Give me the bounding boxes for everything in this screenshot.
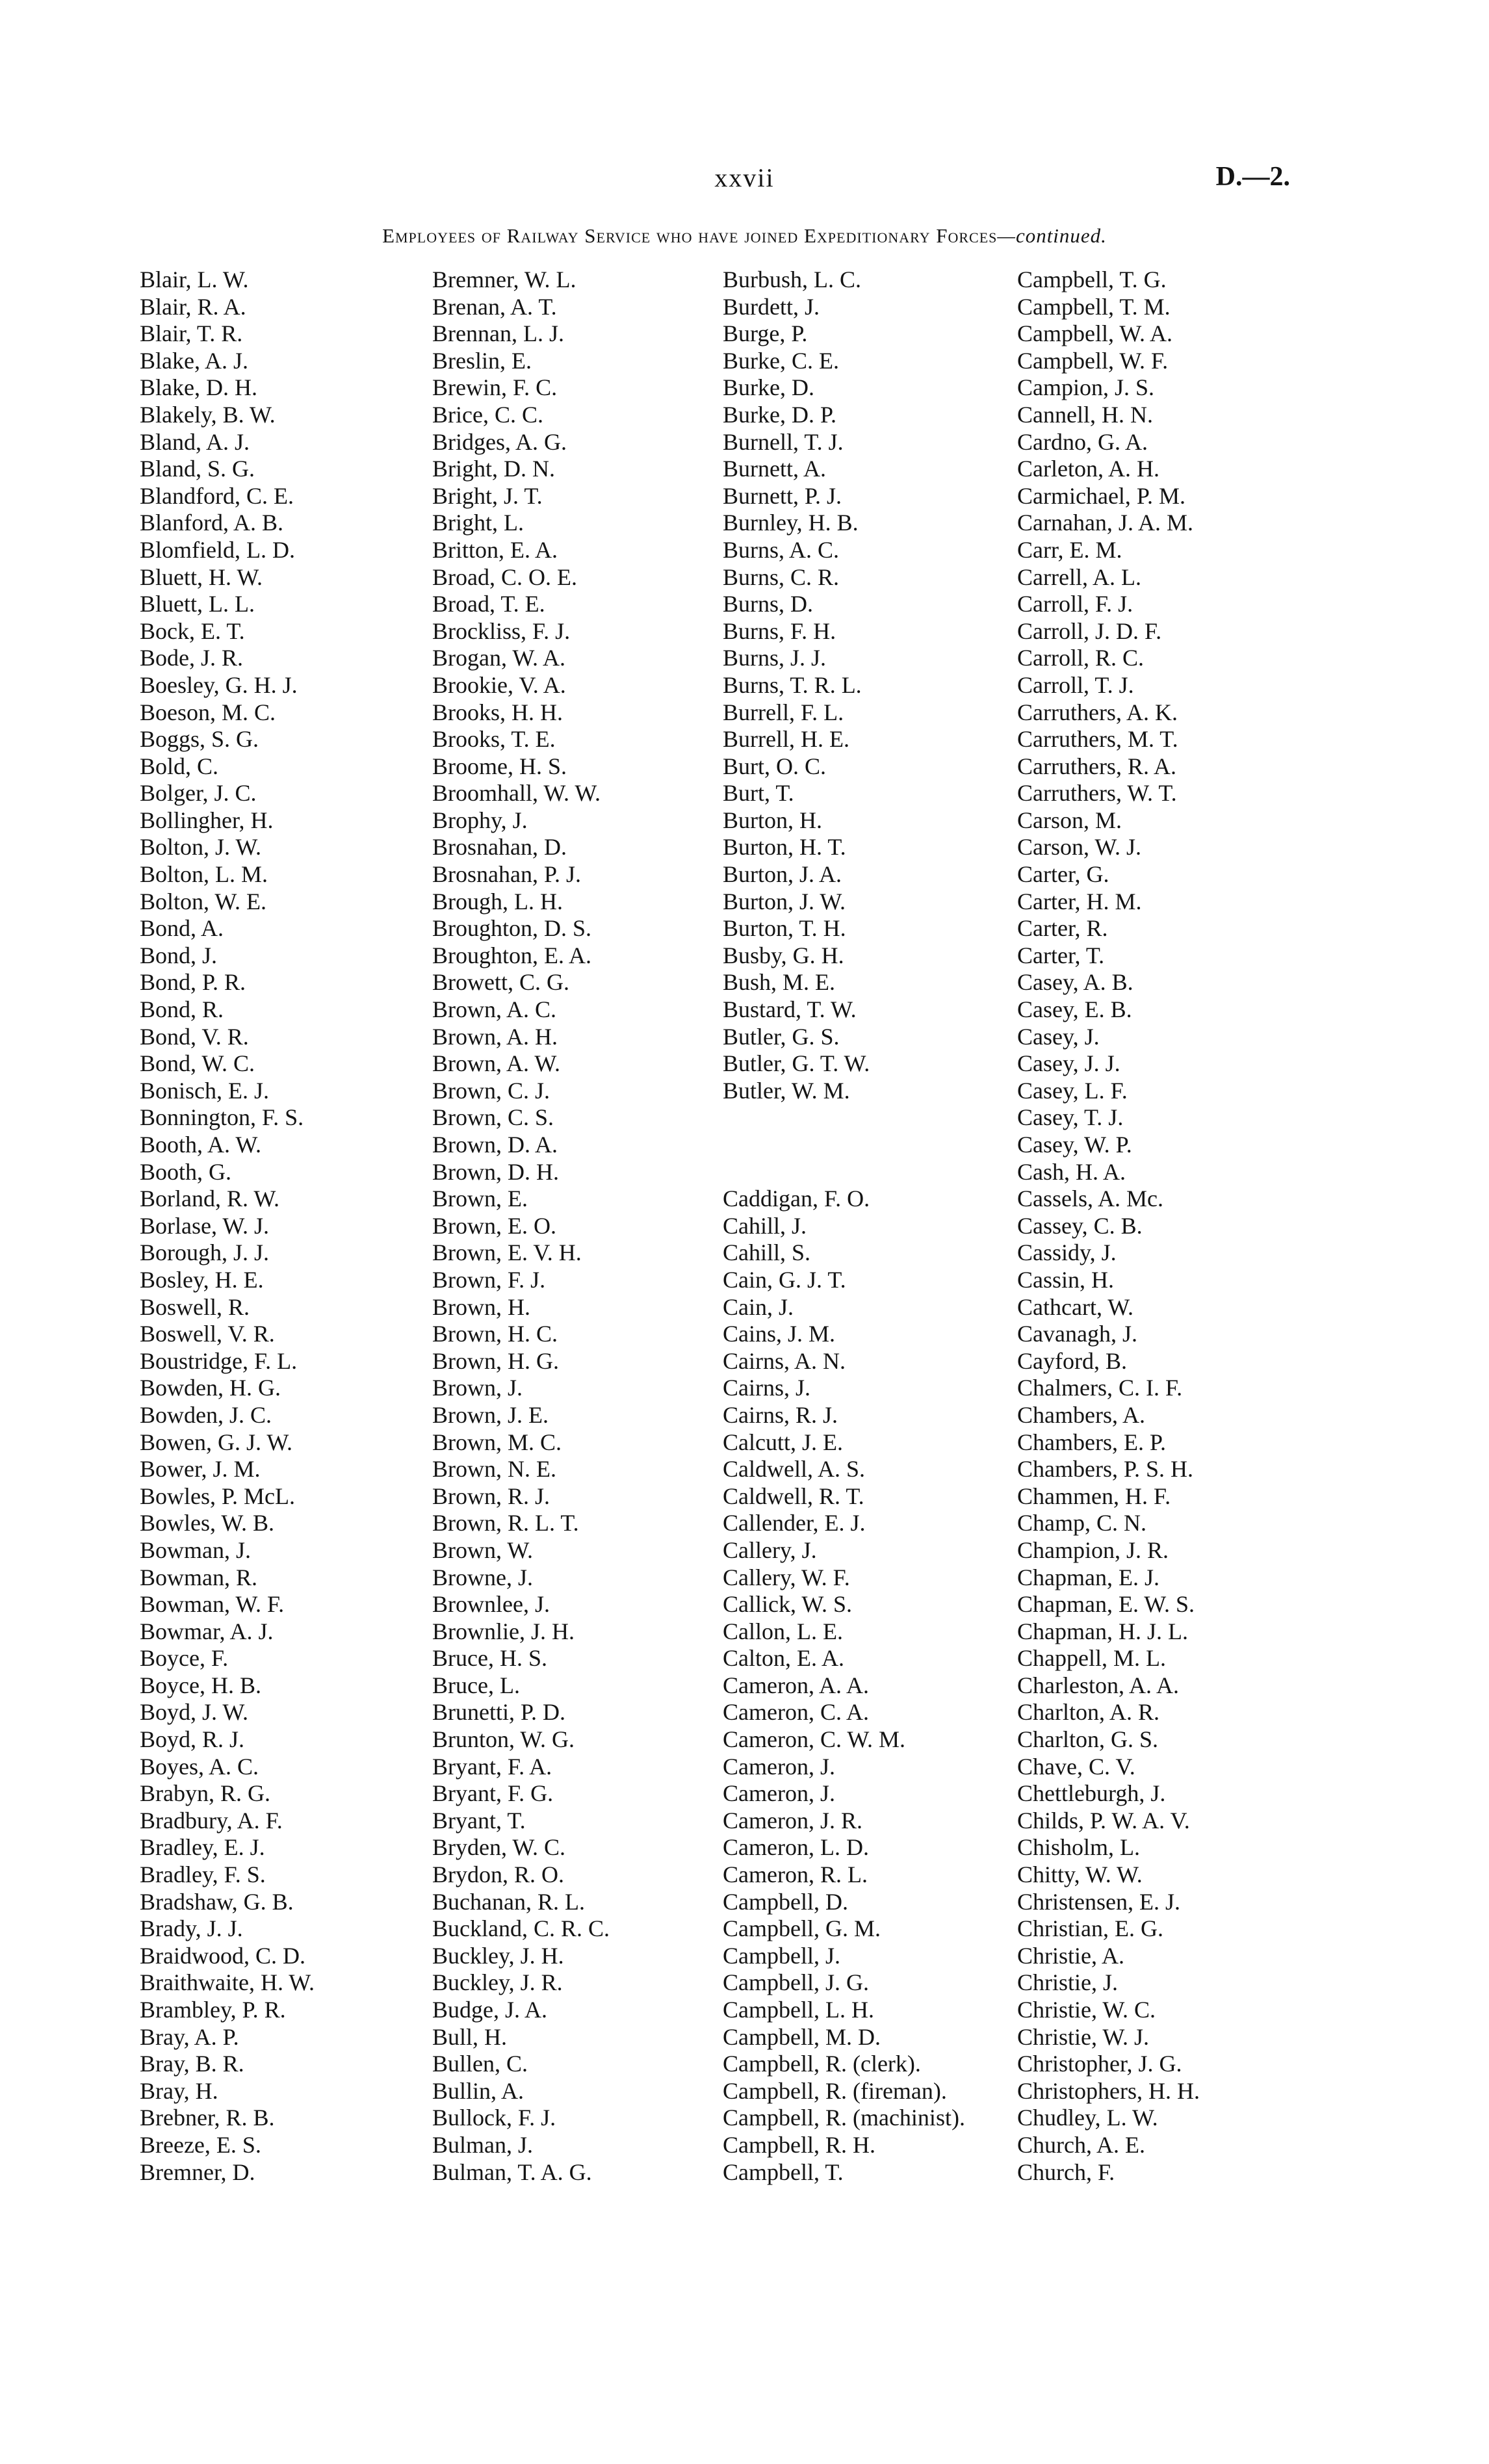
employee-name: Bruce, L. (432, 1672, 520, 1698)
employee-name: Cassidy, J. (1017, 1239, 1117, 1266)
employee-name: Burton, H. (723, 807, 822, 833)
employee-name: Booth, A. W. (140, 1132, 262, 1158)
employee-name: Bustard, T. W. (723, 996, 857, 1023)
employee-name: Carruthers, A. K. (1017, 699, 1178, 725)
employee-name: Buckley, J. R. (432, 1969, 563, 1996)
employee-name: Burke, D. (723, 374, 814, 401)
employee-name: Callick, W. S. (723, 1591, 853, 1618)
employee-name: Carson, W. J. (1017, 834, 1142, 861)
employee-name: Bullin, A. (432, 2077, 524, 2104)
employee-name: Brown, H. (432, 1293, 530, 1320)
employee-name: Christophers, H. H. (1017, 2077, 1200, 2104)
employee-name: Burdett, J. (723, 293, 820, 320)
employee-name: Burns, C. R. (723, 564, 840, 590)
employee-name: Blake, D. H. (140, 374, 257, 401)
employee-name: Brady, J. J. (140, 1915, 243, 1942)
employee-name: Burton, T. H. (723, 915, 846, 942)
employee-name: Borlase, W. J. (140, 1212, 270, 1239)
employee-name: Brooks, H. H. (432, 699, 563, 725)
employee-name: Bray, H. (140, 2077, 218, 2104)
employee-name: Calton, E. A. (723, 1645, 844, 1672)
employee-name: Cairns, A. N. (723, 1347, 846, 1374)
employee-name: Casey, J. J. (1017, 1050, 1120, 1077)
document-reference: D.—2. (1215, 162, 1290, 192)
employee-name: Brown, N. E. (432, 1456, 556, 1483)
employee-name: Burns, F. H. (723, 617, 836, 644)
employee-name: Carroll, J. D. F. (1017, 617, 1162, 644)
employee-name: Christie, W. J. (1017, 2023, 1150, 2050)
employee-name: Bowles, W. B. (140, 1510, 275, 1537)
employee-name: Campbell, W. A. (1017, 320, 1173, 347)
employee-name: Callender, E. J. (723, 1510, 866, 1537)
employee-name: Brookie, V. A. (432, 671, 566, 698)
employee-name: Bluett, H. W. (140, 564, 263, 590)
employee-name: Bolton, J. W. (140, 834, 262, 861)
employee-name: Bosley, H. E. (140, 1266, 264, 1293)
employee-name: Cairns, R. J. (723, 1401, 838, 1428)
employee-name: Burt, O. C. (723, 753, 827, 779)
employee-name: Campbell, T. M. (1017, 293, 1171, 320)
employee-name: Blanford, A. B. (140, 510, 283, 536)
employee-name: Bond, P. R. (140, 969, 246, 996)
employee-name: Brown, H. G. (432, 1347, 559, 1374)
employee-name: Bremner, W. L. (432, 266, 576, 292)
employee-name: Boyce, H. B. (140, 1672, 261, 1698)
employee-name: Campbell, M. D. (723, 2023, 881, 2050)
employee-name: Bridges, A. G. (432, 428, 567, 455)
employee-name: Browett, C. G. (432, 969, 569, 996)
employee-name: Bradley, E. J. (140, 1834, 265, 1861)
employee-name: Bullen, C. (432, 2051, 528, 2077)
employee-name: Campbell, G. M. (723, 1915, 881, 1942)
page-number: xxvii (714, 163, 775, 192)
employee-name: Campion, J. S. (1017, 374, 1155, 401)
employee-name: Bonnington, F. S. (140, 1104, 304, 1131)
employee-name: Brown, A. C. (432, 996, 557, 1023)
employee-name: Bowden, J. C. (140, 1401, 272, 1428)
employee-name: Cain, G. J. T. (723, 1266, 846, 1293)
employee-name: Cameron, J. R. (723, 1807, 862, 1834)
employee-name: Bulman, J. (432, 2131, 534, 2158)
employee-name: Carmichael, P. M. (1017, 482, 1185, 509)
employee-name: Champ, C. N. (1017, 1510, 1147, 1537)
employee-name: Cardno, G. A. (1017, 428, 1148, 455)
employee-name: Carter, H. M. (1017, 888, 1142, 914)
employee-name: Carter, R. (1017, 915, 1108, 942)
employee-name: Burge, P. (723, 320, 808, 347)
employee-name: Bluett, L. L. (140, 591, 255, 617)
employee-name: Carrell, A. L. (1017, 564, 1141, 590)
employee-name: Cameron, C. W. M. (723, 1726, 906, 1753)
employee-name: Bond, R. (140, 996, 224, 1023)
employee-name: Chettleburgh, J. (1017, 1780, 1166, 1807)
employee-name: Blake, A. J. (140, 347, 248, 374)
employee-name: Bowman, J. (140, 1537, 251, 1563)
employee-name: Brenan, A. T. (432, 293, 557, 320)
employee-name: Cameron, C. A. (723, 1699, 869, 1726)
employee-name: Buchanan, R. L. (432, 1888, 585, 1915)
employee-name: Bray, B. R. (140, 2051, 244, 2077)
employee-name: Broad, T. E. (432, 591, 545, 617)
employee-name: Braidwood, C. D. (140, 1942, 305, 1969)
employee-name: Browne, J. (432, 1564, 533, 1590)
employee-name: Callery, W. F. (723, 1564, 850, 1590)
employee-name: Bowles, P. McL. (140, 1483, 296, 1509)
employee-name: Campbell, D. (723, 1888, 848, 1915)
employee-name: Burton, J. A. (723, 861, 842, 888)
employee-name: Christian, E. G. (1017, 1915, 1163, 1942)
employee-name: Bremner, D. (140, 2159, 255, 2185)
employee-name: Broughton, E. A. (432, 942, 592, 968)
employee-name: Brown, J. E. (432, 1401, 549, 1428)
employee-name: Caldwell, R. T. (723, 1483, 864, 1509)
employee-name: Bock, E. T. (140, 617, 245, 644)
employee-name: Bright, L. (432, 510, 524, 536)
employee-name: Boustridge, F. L. (140, 1347, 298, 1374)
employee-name (723, 1132, 965, 1159)
employee-name: Chudley, L. W. (1017, 2105, 1158, 2131)
employee-name: Boswell, V. R. (140, 1321, 275, 1347)
employee-name: Brown, R. J. (432, 1483, 550, 1509)
employee-name: Church, A. E. (1017, 2131, 1145, 2158)
employee-name: Burrell, F. L. (723, 699, 844, 725)
employee-name: Cayford, B. (1017, 1347, 1127, 1374)
employee-name: Brown, W. (432, 1537, 534, 1563)
employee-name: Brown, C. S. (432, 1104, 554, 1131)
employee-name: Bowmar, A. J. (140, 1618, 274, 1644)
employee-name: Boswell, R. (140, 1293, 250, 1320)
employee-name: Champion, J. R. (1017, 1537, 1169, 1563)
employee-name: Bull, H. (432, 2023, 508, 2050)
employee-name: Christie, J. (1017, 1969, 1119, 1996)
employee-name: Brown, E. O. (432, 1212, 556, 1239)
employee-name: Butler, G. T. W. (723, 1050, 870, 1077)
page-title-continued: —continued. (997, 224, 1107, 247)
employee-name: Brownlee, J. (432, 1591, 550, 1618)
employee-name: Campbell, W. F. (1017, 347, 1169, 374)
employee-name: Bryden, W. C. (432, 1834, 566, 1861)
employee-name: Bond, J. (140, 942, 218, 968)
employee-name: Chambers, P. S. H. (1017, 1456, 1194, 1483)
page-title (0, 224, 1489, 248)
employee-name: Bryant, F. G. (432, 1780, 554, 1807)
employee-name: Brown, E. V. H. (432, 1239, 582, 1266)
employee-name: Brophy, J. (432, 807, 528, 833)
employee-name: Burnett, A. (723, 456, 826, 482)
employee-name: Bright, D. N. (432, 456, 555, 482)
employee-name: Cahill, J. (723, 1212, 807, 1239)
employee-name: Brown, A. H. (432, 1023, 558, 1050)
employee-name: Booth, G. (140, 1158, 232, 1185)
employee-name: Bolton, L. M. (140, 861, 268, 888)
employee-name: Bollingher, H. (140, 807, 274, 833)
employee-name: Bolton, W. E. (140, 888, 267, 914)
employee-name: Borland, R. W. (140, 1186, 280, 1212)
employee-name: Bonisch, E. J. (140, 1077, 270, 1104)
employee-name: Bray, A. P. (140, 2023, 239, 2050)
employee-name: Blomfield, L. D. (140, 536, 295, 563)
employee-name: Brewin, F. C. (432, 374, 558, 401)
employee-name: Carnahan, J. A. M. (1017, 510, 1193, 536)
employee-name: Bush, M. E. (723, 969, 836, 996)
employee-name: Boyd, R. J. (140, 1726, 245, 1753)
employee-name: Campbell, T. (723, 2159, 844, 2185)
employee-name: Cassey, C. B. (1017, 1212, 1143, 1239)
employee-name: Boesley, G. H. J. (140, 671, 298, 698)
employee-name: Brown, J. (432, 1375, 523, 1401)
employee-name: Borough, J. J. (140, 1239, 270, 1266)
employee-name: Brabyn, R. G. (140, 1780, 270, 1807)
employee-name: Casey, E. B. (1017, 996, 1132, 1023)
employee-name: Bradshaw, G. B. (140, 1888, 294, 1915)
employee-name: Carroll, T. J. (1017, 671, 1134, 698)
employee-name: Brockliss, F. J. (432, 617, 571, 644)
employee-name: Campbell, R. (machinist). (723, 2105, 965, 2131)
employee-name: Bower, J. M. (140, 1456, 261, 1483)
employee-name: Christensen, E. J. (1017, 1888, 1180, 1915)
employee-name: Broomhall, W. W. (432, 780, 601, 807)
employee-name: Cameron, R. L. (723, 1861, 868, 1888)
employee-name: Broughton, D. S. (432, 915, 592, 942)
employee-name: Burt, T. (723, 780, 794, 807)
employee-name: Blakely, B. W. (140, 401, 276, 428)
employee-name: Brydon, R. O. (432, 1861, 565, 1888)
employee-name (723, 1159, 965, 1186)
employee-name: Caddigan, F. O. (723, 1186, 870, 1212)
employee-name: Brown, R. L. T. (432, 1510, 579, 1537)
employee-name: Burke, C. E. (723, 347, 839, 374)
employee-name: Brough, L. H. (432, 888, 563, 914)
employee-name: Cathcart, W. (1017, 1293, 1133, 1320)
employee-name: Chammen, H. F. (1017, 1483, 1171, 1509)
employee-name: Cairns, J. (723, 1375, 810, 1401)
employee-name: Burrell, H. E. (723, 726, 849, 753)
employee-name: Burbush, L. C. (723, 266, 862, 292)
employee-name: Bradley, F. S. (140, 1861, 266, 1888)
employee-name: Brown, H. C. (432, 1321, 558, 1347)
employee-name: Boeson, M. C. (140, 699, 276, 725)
employee-name: Blandford, C. E. (140, 482, 294, 509)
employee-name: Chapman, H. J. L. (1017, 1618, 1188, 1644)
employee-name: Britton, E. A. (432, 536, 558, 563)
employee-name: Bradbury, A. F. (140, 1807, 283, 1834)
employee-name: Bond, A. (140, 915, 224, 942)
employee-name: Bryant, F. A. (432, 1753, 552, 1780)
employee-name: Church, F. (1017, 2159, 1115, 2185)
employee-name: Brownlie, J. H. (432, 1618, 575, 1644)
employee-name: Campbell, J. (723, 1942, 840, 1969)
employee-name: Boyce, F. (140, 1645, 229, 1672)
employee-name: Carr, E. M. (1017, 536, 1122, 563)
employee-name: Burns, A. C. (723, 536, 840, 563)
employee-name: Casey, A. B. (1017, 969, 1133, 996)
employee-name: Brice, C. C. (432, 401, 543, 428)
employee-name: Burke, D. P. (723, 401, 837, 428)
employee-name: Cash, H. A. (1017, 1158, 1126, 1185)
employee-name: Brosnahan, D. (432, 834, 567, 861)
employee-name: Childs, P. W. A. V. (1017, 1807, 1190, 1834)
employee-name: Bowman, R. (140, 1564, 258, 1590)
employee-name: Bode, J. R. (140, 645, 244, 671)
employee-name: Bulman, T. A. G. (432, 2159, 592, 2185)
employee-name: Callery, J. (723, 1537, 817, 1563)
employee-name: Cain, J. (723, 1293, 794, 1320)
employee-name: Brown, D. H. (432, 1158, 559, 1185)
employee-name: Chambers, E. P. (1017, 1429, 1166, 1455)
employee-name: Carson, M. (1017, 807, 1122, 833)
employee-name: Carruthers, M. T. (1017, 726, 1178, 753)
employee-name: Busby, G. H. (723, 942, 844, 968)
employee-name: Broome, H. S. (432, 753, 567, 779)
employee-name: Caldwell, A. S. (723, 1456, 866, 1483)
employee-name: Chitty, W. W. (1017, 1861, 1143, 1888)
employee-name: Cavanagh, J. (1017, 1321, 1137, 1347)
employee-name: Callon, L. E. (723, 1618, 843, 1644)
employee-name: Buckley, J. H. (432, 1942, 564, 1969)
employee-name: Chappell, M. L. (1017, 1645, 1166, 1672)
employee-name: Charlton, G. S. (1017, 1726, 1159, 1753)
employee-name: Brown, M. C. (432, 1429, 562, 1455)
employee-name: Bryant, T. (432, 1807, 526, 1834)
employee-name: Chambers, A. (1017, 1401, 1145, 1428)
employee-name: Burton, H. T. (723, 834, 846, 861)
employee-name: Buckland, C. R. C. (432, 1915, 610, 1942)
employee-name: Bruce, H. S. (432, 1645, 547, 1672)
employee-name: Bolger, J. C. (140, 780, 257, 807)
employee-name: Chisholm, L. (1017, 1834, 1141, 1861)
employee-name: Chapman, E. W. S. (1017, 1591, 1195, 1618)
employee-name: Campbell, R. H. (723, 2131, 875, 2158)
employee-name: Brunton, W. G. (432, 1726, 575, 1753)
employee-name: Carter, G. (1017, 861, 1109, 888)
employee-name: Christopher, J. G. (1017, 2051, 1182, 2077)
employee-name: Burnell, T. J. (723, 428, 844, 455)
employee-name: Burnett, P. J. (723, 482, 842, 509)
employee-name: Calcutt, J. E. (723, 1429, 843, 1455)
employee-name: Budge, J. A. (432, 1997, 548, 2023)
employee-name: Breslin, E. (432, 347, 532, 374)
employee-name: Brebner, R. B. (140, 2105, 275, 2131)
employee-name: Brogan, W. A. (432, 645, 566, 671)
employee-name: Carroll, R. C. (1017, 645, 1144, 671)
employee-name: Chave, C. V. (1017, 1753, 1135, 1780)
employee-name: Burnley, H. B. (723, 510, 859, 536)
employee-name: Brown, C. J. (432, 1077, 550, 1104)
employee-name: Charlton, A. R. (1017, 1699, 1160, 1726)
employee-name: Brooks, T. E. (432, 726, 556, 753)
employee-name: Campbell, L. H. (723, 1997, 874, 2023)
employee-name: Brown, A. W. (432, 1050, 561, 1077)
employee-name: Campbell, T. G. (1017, 266, 1167, 292)
name-column-1 (140, 266, 315, 2186)
employee-name: Campbell, R. (fireman). (723, 2077, 947, 2104)
employee-name: Brown, F. J. (432, 1266, 546, 1293)
employee-name: Brennan, L. J. (432, 320, 564, 347)
employee-name: Casey, W. P. (1017, 1132, 1132, 1158)
name-column-2 (432, 266, 610, 2186)
employee-name: Blair, T. R. (140, 320, 243, 347)
employee-name: Cannell, H. N. (1017, 401, 1153, 428)
employee-name: Bullock, F. J. (432, 2105, 556, 2131)
employee-name: Cains, J. M. (723, 1321, 836, 1347)
employee-name (723, 1104, 965, 1132)
employee-name: Bowen, G. J. W. (140, 1429, 293, 1455)
employee-name: Bond, W. C. (140, 1050, 255, 1077)
page-title-text: Employees of Railway Service who have joined Expeditionary Forces (382, 224, 998, 247)
employee-name: Boggs, S. G. (140, 726, 259, 753)
employee-name: Cameron, J. (723, 1780, 835, 1807)
employee-name: Cassels, A. Mc. (1017, 1186, 1163, 1212)
employee-name: Bowman, W. F. (140, 1591, 285, 1618)
employee-name: Brown, E. (432, 1186, 528, 1212)
employee-name: Blair, R. A. (140, 293, 246, 320)
employee-name: Campbell, J. G. (723, 1969, 869, 1996)
employee-name: Burns, D. (723, 591, 814, 617)
employee-name: Cameron, A. A. (723, 1672, 869, 1698)
employee-name: Bowden, H. G. (140, 1375, 281, 1401)
employee-name: Carruthers, W. T. (1017, 780, 1177, 807)
employee-name: Casey, J. (1017, 1023, 1100, 1050)
employee-name: Butler, W. M. (723, 1077, 850, 1104)
employee-name: Bland, S. G. (140, 456, 255, 482)
employee-name: Chapman, E. J. (1017, 1564, 1159, 1590)
employee-name: Campbell, R. (clerk). (723, 2051, 921, 2077)
employee-name: Cameron, L. D. (723, 1834, 869, 1861)
employee-name: Casey, L. F. (1017, 1077, 1128, 1104)
employee-name: Chalmers, C. I. F. (1017, 1375, 1183, 1401)
employee-name: Butler, G. S. (723, 1023, 840, 1050)
employee-name: Bond, V. R. (140, 1023, 249, 1050)
employee-name: Christie, A. (1017, 1942, 1125, 1969)
employee-name: Brambley, P. R. (140, 1997, 286, 2023)
employee-name: Charleston, A. A. (1017, 1672, 1179, 1698)
name-column-4 (1017, 266, 1200, 2186)
employee-name: Boyes, A. C. (140, 1753, 259, 1780)
employee-name: Carter, T. (1017, 942, 1105, 968)
employee-name: Carruthers, R. A. (1017, 753, 1176, 779)
employee-name: Broad, C. O. E. (432, 564, 577, 590)
employee-name: Cahill, S. (723, 1239, 811, 1266)
employee-name: Breeze, E. S. (140, 2131, 261, 2158)
employee-name: Carroll, F. J. (1017, 591, 1133, 617)
employee-name: Bland, A. J. (140, 428, 250, 455)
employee-name: Christie, W. C. (1017, 1997, 1156, 2023)
employee-name: Bright, J. T. (432, 482, 543, 509)
employee-name: Brown, D. A. (432, 1132, 558, 1158)
employee-name: Brunetti, P. D. (432, 1699, 566, 1726)
employee-name: Burns, J. J. (723, 645, 827, 671)
name-column-3 (723, 266, 965, 2186)
employee-name: Carleton, A. H. (1017, 456, 1159, 482)
employee-name: Braithwaite, H. W. (140, 1969, 315, 1996)
employee-name: Bold, C. (140, 753, 219, 779)
employee-name: Burton, J. W. (723, 888, 846, 914)
employee-name: Burns, T. R. L. (723, 671, 862, 698)
employee-name: Brosnahan, P. J. (432, 861, 582, 888)
employee-name: Cassin, H. (1017, 1266, 1115, 1293)
employee-name: Cameron, J. (723, 1753, 835, 1780)
employee-name: Blair, L. W. (140, 266, 249, 292)
employee-name: Casey, T. J. (1017, 1104, 1124, 1131)
employee-name: Boyd, J. W. (140, 1699, 249, 1726)
